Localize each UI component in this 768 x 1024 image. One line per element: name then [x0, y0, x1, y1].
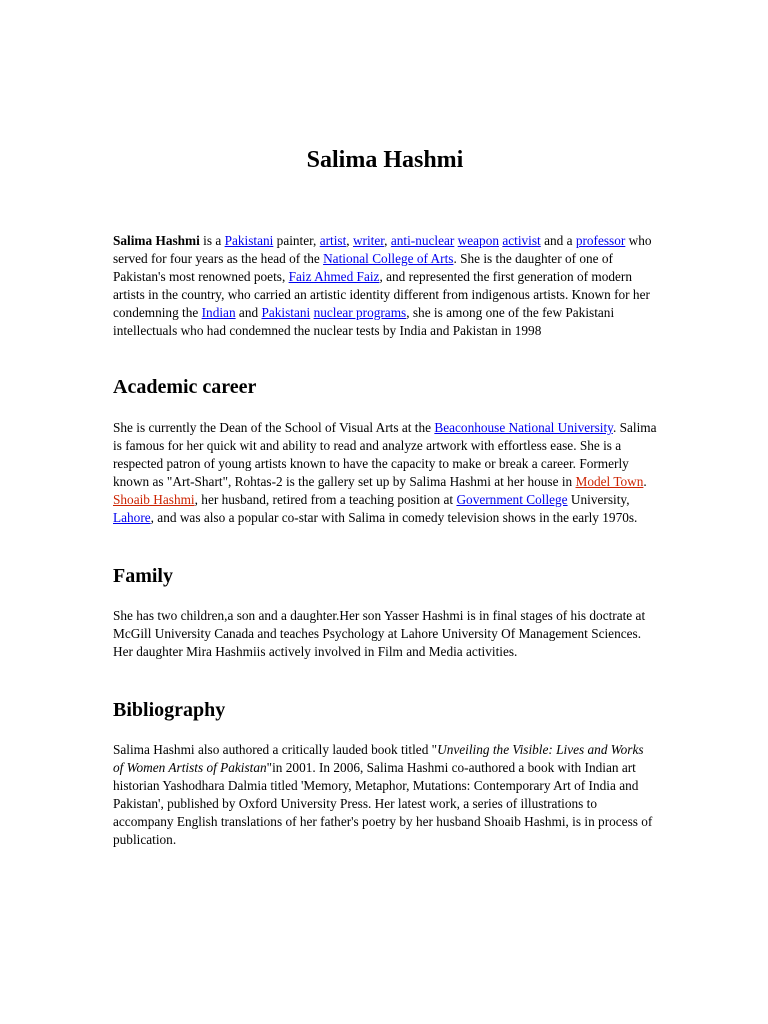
link-indian[interactable]: Indian: [201, 304, 236, 320]
link-national-college-of-arts[interactable]: National College of Arts: [323, 250, 454, 266]
link-shoaib-hashmi[interactable]: Shoaib Hashmi: [113, 491, 195, 507]
link-writer[interactable]: writer: [352, 233, 385, 248]
page-title: Salima Hashmi: [306, 147, 464, 173]
link-nuclear-programs[interactable]: nuclear programs: [313, 304, 407, 320]
link-activist[interactable]: activist: [502, 233, 541, 248]
academic-paragraph: She is currently the Dean of the School of Visual Arts at the Beaconhouse National University. Salima is famous for her quick wit and ability to read and analyze artwork with effortless ease. She is a respected patron of young artists known to have the capacity to make or break a career. Formerly known as "Art-Shart", Rohtas-2 is the gallery set up by Salima Hashmi at her house in Model Town. Shoaib Hashmi, her husband, retired from a teaching position at Government College University, Lahore, and was also a popular co-star with Salima in comedy television shows in the early 1970s.: [113, 420, 657, 525]
link-lahore[interactable]: Lahore: [113, 509, 151, 525]
heading-family: Family: [113, 565, 173, 587]
family-paragraph: She has two children,a son and a daughter.Her son Yasser Hashmi is in final stages of his doctrate at McGill University Canada and teaches Psychology at Lahore University Of Management Sciences. Her daughter Mira Hashmiis actively involved in Film and Media activities.: [113, 608, 646, 659]
book-title: Unveiling the Visible: Lives and Works of Women Artists of Pakistan: [113, 742, 644, 775]
link-pakistani-2[interactable]: Pakistani: [261, 304, 311, 320]
link-pakistani[interactable]: Pakistani: [224, 233, 274, 248]
bibliography-paragraph: Salima Hashmi also authored a critically lauded book titled "Unveiling the Visible: Lives and Works of Women Artists of Pakistan"in 2001. In 2006, Salima Hashmi co-authored a book with Indian art historian Yashodhara Dalmia titled 'Memory, Metaphor, Mutations: Contemporary Art of India and Pakistan', published by Oxford University Press. Her latest work, a series of illustrations to accompany English translations of her father's poetry by her husband Shoaib Hashmi, is in process of publication.: [113, 742, 653, 847]
link-weapon[interactable]: weapon: [457, 233, 500, 248]
subject-name: Salima Hashmi: [113, 233, 200, 248]
link-beaconhouse-national-university[interactable]: Beaconhouse National University: [434, 420, 613, 435]
link-model-town[interactable]: Model Town: [575, 473, 644, 489]
heading-academic-career: Academic career: [113, 376, 257, 398]
intro-paragraph: Salima Hashmi is a Pakistani painter, artist, writer, anti-nuclear weapon activist and a professor who served for four years as the head of the National College of Arts. She is the daughter of one of Pakistan's most renowned poets, Faiz Ahmed Faiz, and represented the first generation of modern artists in the country, who carried an artistic identity different from indigenous artists. Known for her condemning the Indian and Pakistani nuclear programs, she is among one of the few Pakistani intellectuals who had condemned the nuclear tests by India and Pakistan in 1998: [113, 233, 652, 338]
heading-bibliography: Bibliography: [113, 699, 226, 721]
link-government-college[interactable]: Government College: [456, 491, 568, 507]
link-artist[interactable]: artist: [319, 233, 347, 248]
link-faiz-ahmed-faiz[interactable]: Faiz Ahmed Faiz: [288, 268, 380, 284]
link-anti-nuclear[interactable]: anti-nuclear: [390, 233, 455, 248]
link-professor[interactable]: professor: [575, 233, 626, 248]
